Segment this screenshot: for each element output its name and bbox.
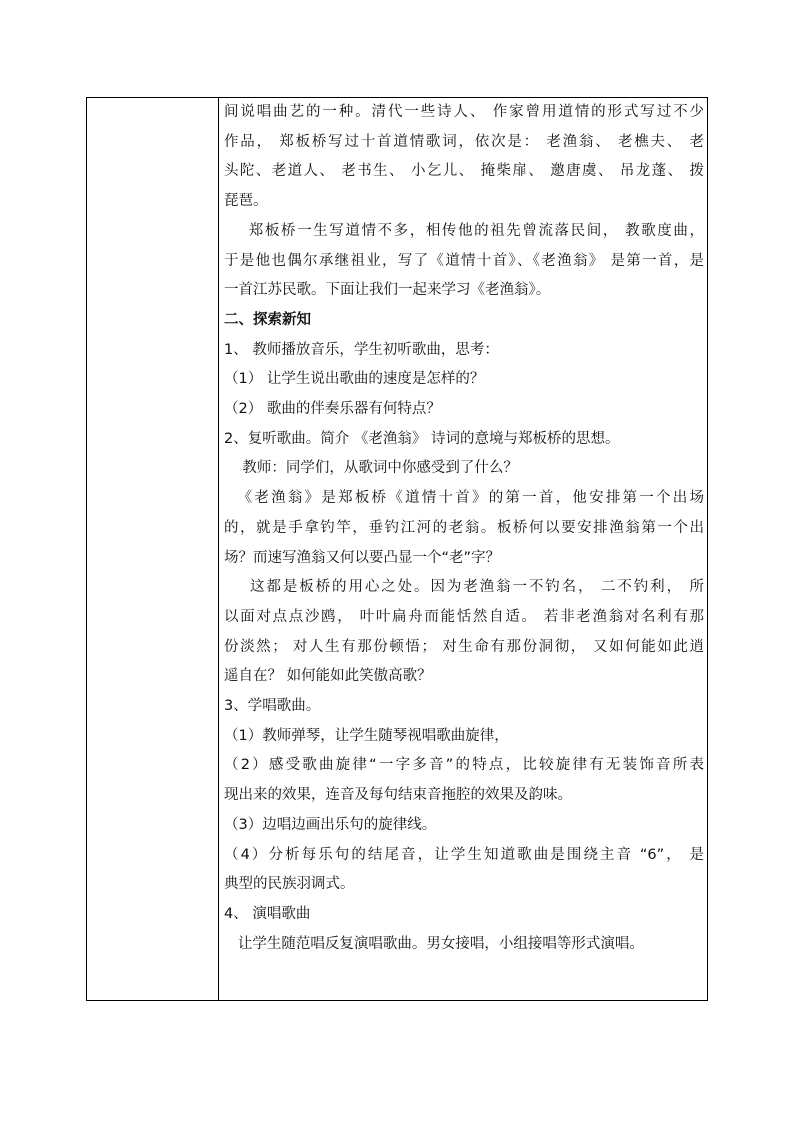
text-line: 郑板桥一生写道情不多，相传他的祖先曾流落民间， 教歌度曲， [224, 222, 704, 239]
text-line: 琵琶。 [224, 193, 268, 210]
lesson-content-cell [224, 98, 704, 959]
text-line: 《老渔翁》是郑板桥《道情十首》的第一首，他安排第一个出场 [224, 490, 704, 507]
text-line: 遥自在？ 如何能如此笑傲高歌？ [224, 668, 432, 685]
text-line: 典型的民族羽调式。 [224, 876, 355, 893]
text-line: （3）边唱边画出乐句的旋律线。 [224, 816, 437, 833]
text-line: （2） 歌曲的伴奏乐器有何特点？ [224, 401, 441, 418]
text-line: （4）分析每乐句的结尾音，让学生知道歌曲是围绕主音 “6”， 是 [224, 846, 704, 863]
text-line: （1）教师弹琴，让学生随琴视唱歌曲旋律， [224, 727, 509, 744]
text-line: 以面对点点沙鸥， 叶叶扁舟而能恬然自适。 若非老渔翁对名利有那 [224, 608, 704, 625]
text-line: 4、 演唱歌曲 [224, 905, 311, 922]
text-line: 场？而速写渔翁又何以要凸显一个“老”字？ [224, 549, 501, 566]
text-line: （2）感受歌曲旋律“一字多音”的特点，比较旋律有无装饰音所表 [224, 757, 704, 774]
text-line: 间说唱曲艺的一种。清代一些诗人、 作家曾用道情的形式写过不少 [224, 104, 704, 120]
text-line: 这都是板桥的用心之处。因为老渔翁一不钓名， 二不钓利， 所 [224, 579, 704, 596]
text-line: 于是他也偶尔承继祖业，写了《道情十首》、《老渔翁》 是第一首，是 [224, 252, 704, 269]
text-line: 教师：同学们，从歌词中你感受到了什么？ [224, 460, 518, 477]
text-line: 作品， 郑板桥写过十首道情歌词，依次是： 老渔翁、 老樵夫、 老 [224, 133, 704, 150]
text-line: 的，就是手拿钓竿，垂钓江河的老翁。板桥何以要安排渔翁第一个出 [224, 519, 704, 536]
lesson-table [86, 97, 708, 1001]
text-line: 份淡然； 对人生有那份顿悟； 对生命有那份洞彻， 又如何能如此逍 [224, 638, 704, 655]
text-line: 3、学唱歌曲。 [224, 698, 321, 715]
text-line: 头陀、老道人、 老书生、 小乞儿、 掩柴扉、 邀唐虞、 吊龙蓬、 拨 [224, 163, 704, 180]
text-line: 一首江苏民歌。下面让我们一起来学习《老渔翁》。 [224, 282, 551, 299]
text-line: 现出来的效果，连音及每句结束音拖腔的效果及韵味。 [224, 787, 572, 804]
text-line: 让学生随范唱反复演唱歌曲。男女接唱，小组接唱等形式演唱。 [224, 935, 644, 952]
text-line: （1） 让学生说出歌曲的速度是怎样的？ [224, 371, 485, 388]
column-divider [218, 98, 219, 1000]
text-line: 1、 教师播放音乐，学生初听歌曲，思考： [224, 341, 499, 358]
text-line: 2、复听歌曲。简介 《老渔翁》 诗词的意境与郑板桥的思想。 [224, 430, 620, 447]
text-line: 二、探索新知 [224, 311, 311, 328]
